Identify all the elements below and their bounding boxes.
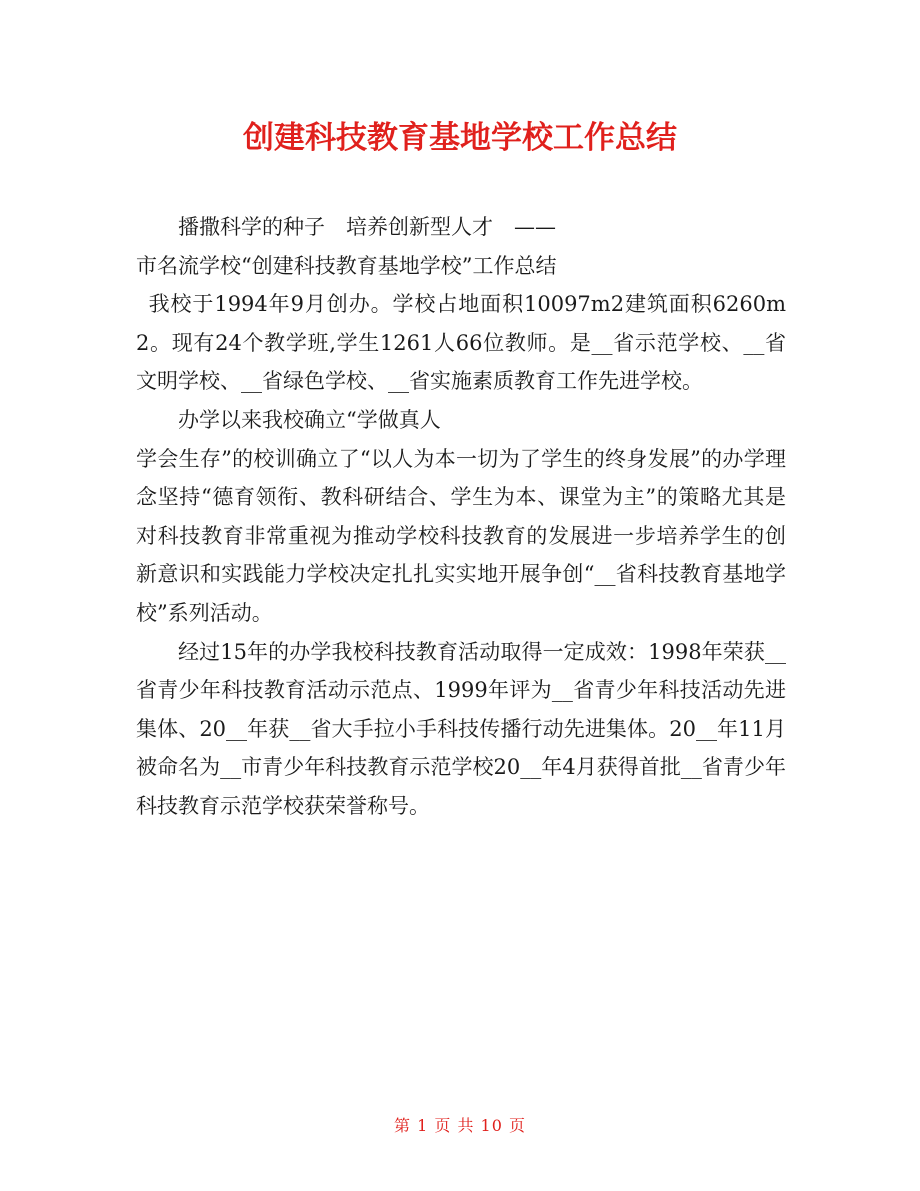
document-body bbox=[136, 208, 786, 826]
document-title: 创建科技教育基地学校工作总结 bbox=[243, 120, 677, 156]
paragraph-philosophy: 学会生存”的校训确立了“以人为本一切为了学生的终身发展”的办学理念坚持“德育领衔、教科研结合、学生为本、课堂为主”的策略尤其是对科技教育非常重视为推动学校科技教育的发展进一步培养学生的创新意识和实践能力学校决定扎扎实实地开展争创“__省科技教育基地学校”系列活动。 bbox=[136, 446, 786, 625]
paragraph-motto-start: 办学以来我校确立“学做真人 bbox=[178, 407, 441, 432]
subtitle-line-2: 市名流学校“创建科技教育基地学校”工作总结 bbox=[136, 253, 557, 278]
page-number-footer: 第 1 页 共 10 页 bbox=[394, 1116, 526, 1135]
paragraph-achievements: 经过15年的办学我校科技教育活动取得一定成效：1998年荣获__省青少年科技教育活动示范点、1999年评为__省青少年科技活动先进集体、20__年获__省大手拉小手科技传播行动先进集体。20__年11月被命名为__市青少年科技教育示范学校20__年4月获得首批__省青少年科技教育示范学校获荣誉称号。 bbox=[136, 639, 786, 818]
subtitle-line-1: 播撒科学的种子 培养创新型人才 —— bbox=[178, 215, 556, 239]
paragraph-school-intro: 我校于1994年9月创办。学校占地面积10097m2建筑面积6260m2。现有24个教学班,学生1261人66位教师。是__省示范学校、__省文明学校、__省绿色学校、__省实施素质教育工作先进学校。 bbox=[136, 292, 786, 394]
